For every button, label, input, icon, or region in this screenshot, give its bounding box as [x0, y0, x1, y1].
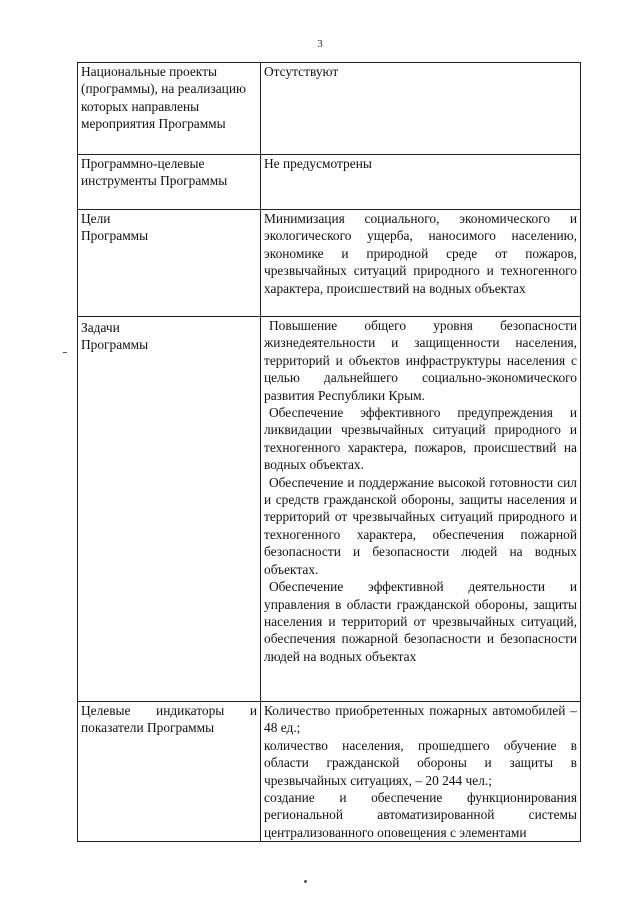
table-row: [78, 702, 581, 842]
table-row: [78, 155, 581, 210]
value-text: Не предусмотрены: [264, 156, 372, 171]
row-value-national-projects: [261, 63, 581, 155]
value-text: Отсутствуют: [264, 64, 339, 79]
goals-label-text: Цели Программы: [81, 211, 149, 244]
task-item: Обеспечение и поддержание высокой готовности сил и средств гражданской обороны, защиты населения и территорий от чрезвычайных ситуаций природного и техногенного характера, обеспечения пожарной безопасности и безопасности людей на водных объектах.: [264, 474, 577, 577]
table-row: [78, 317, 581, 702]
row-value-program-tools: [261, 155, 581, 210]
row-label-national-projects: Национальные проекты (программы), на реализацию которых направлены мероприятия Программы: [78, 63, 261, 155]
row-value-indicators: [261, 702, 581, 842]
page-number: 3: [317, 38, 323, 50]
task-item: Обеспечение эффективной деятельности и управления в области гражданской обороны, защиты населения и территорий от чрезвычайных ситуаций, обеспечения пожарной безопасности и безопасности людей на водных объектах: [264, 579, 577, 664]
indicators-label-text: Целевые индикаторы и показатели Программы: [81, 703, 257, 736]
row-label-indicators: [78, 702, 261, 842]
tasks-label-text: Задачи Программы: [81, 320, 149, 353]
task-item: Обеспечение эффективного предупреждения и ликвидации чрезвычайных ситуаций природного и техногенного характера, пожаров, происшествий на водных объектах.: [264, 405, 577, 473]
row-label-program-tools: Программно-целевые инструменты Программы: [78, 155, 261, 210]
bottom-mark: [304, 880, 307, 883]
program-passport-table: [77, 62, 581, 842]
row-value-tasks: [261, 317, 581, 702]
indicator-item: Количество приобретенных пожарных автомобилей – 48 ед.;: [264, 703, 577, 736]
value-text: Минимизация социального, экономического и экологического ущерба, наносимого населению, экономике и природной среде от пожаров, чрезвычайных ситуаций природного и техногенного характера, происшествий на водных объектах: [264, 211, 577, 296]
row-label-goals: [78, 210, 261, 317]
task-item: Повышение общего уровня безопасности жизнедеятельности и защищенности населения, территорий и объектов инфраструктуры населения с целью дальнейшего социально-экономического развития Республики Крым.: [264, 318, 577, 403]
row-label-tasks: [78, 317, 261, 702]
table-row: [78, 63, 581, 155]
indicator-item: создание и обеспечение функционирования региональной автоматизированной системы централизованного оповещения с элементами: [264, 790, 577, 840]
row-value-goals: [261, 210, 581, 317]
indicator-item: количество населения, прошедшего обучение в области гражданской обороны и защиты в чрезвычайных ситуациях, – 20 244 чел.;: [264, 737, 577, 788]
table-row: [78, 210, 581, 317]
margin-mark: [63, 352, 67, 353]
